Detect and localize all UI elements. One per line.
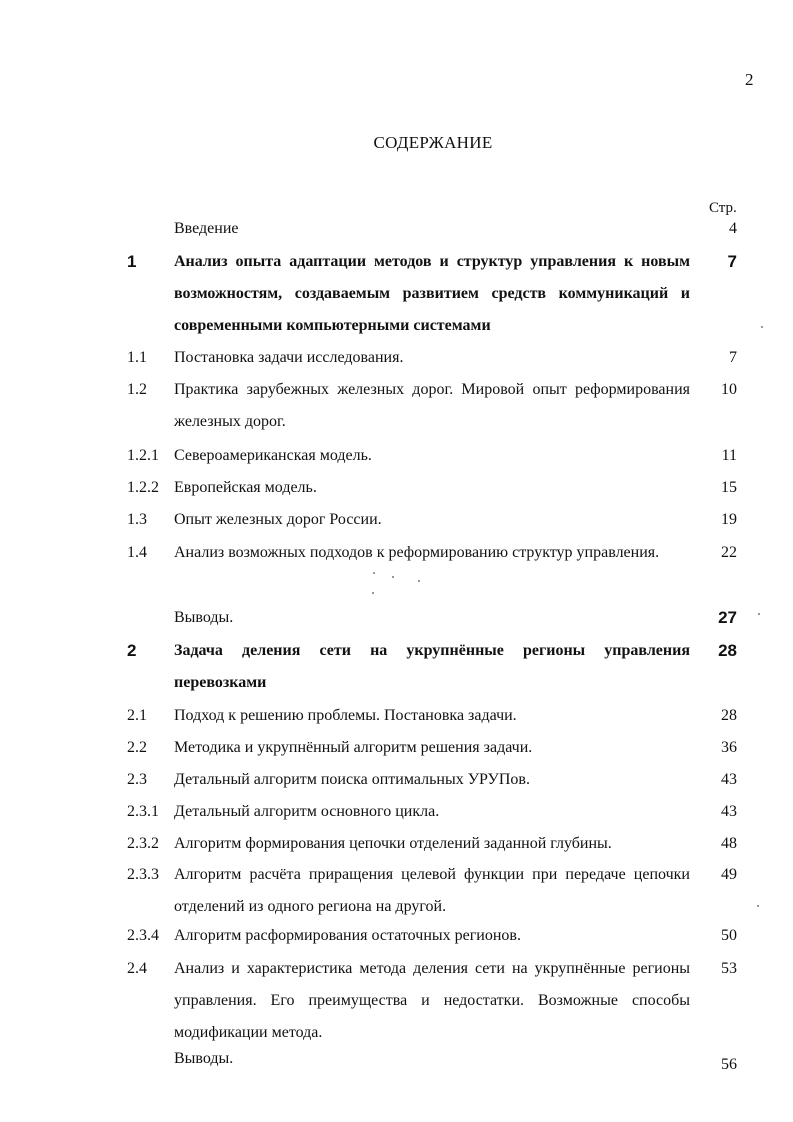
toc-entry-number: 1.2 — [127, 381, 147, 398]
toc-entry-title: Подход к решению проблемы. Постановка задачи. — [174, 707, 517, 724]
toc-entry-number: 2.2 — [127, 739, 147, 756]
toc-entry-page: 15 — [721, 479, 737, 496]
toc-entry-page: 11 — [721, 447, 737, 464]
toc-entry-title: Алгоритм расчёта приращения целевой функции при передаче цепочки отделений из одного региона на другой. — [174, 866, 690, 915]
toc-entry-number: 2.3.1 — [127, 803, 159, 820]
scan-speck — [761, 326, 763, 328]
toc-entry-title: Методика и укрупнённый алгоритм решения задачи. — [174, 739, 533, 756]
toc-entry-number: 2.3.3 — [127, 866, 159, 883]
toc-entry-title: Алгоритм формирования цепочки отделений заданной глубины. — [174, 835, 612, 852]
page-number: 2 — [745, 70, 754, 89]
toc-entry-title: Североамериканская модель. — [174, 447, 372, 464]
toc-entry-number: 2.4 — [127, 960, 147, 977]
toc-entry-title: Опыт железных дорог России. — [174, 511, 382, 528]
toc-entry-page: 22 — [721, 544, 737, 561]
toc-entry-page: 49 — [721, 866, 737, 883]
toc-entry-page: 7 — [729, 349, 737, 366]
toc-entry-title: Введение — [174, 220, 239, 237]
toc-entry-number: 2 — [127, 641, 137, 660]
toc-entry-page: 43 — [721, 771, 737, 788]
toc-entry-page: 27 — [718, 608, 737, 627]
toc-entry-number: 2.3.2 — [127, 835, 159, 852]
toc-entry-number: 2.1 — [127, 707, 147, 724]
toc-entry-page: 36 — [721, 739, 737, 756]
toc-entry-page: 48 — [721, 835, 737, 852]
toc-entry-title: Анализ опыта адаптации методов и структур управления к новым возможностям, создаваемым развитием средств коммуникаций и современными компьютерными системами — [174, 253, 690, 334]
scan-speck — [392, 576, 394, 578]
toc-entry-page: 56 — [721, 1056, 737, 1073]
toc-entry-page: 4 — [729, 220, 737, 237]
toc-entry-title: Европейская модель. — [174, 479, 317, 496]
page-column-label: Стр. — [709, 200, 737, 216]
toc-entry-page: 10 — [721, 381, 737, 398]
toc-entry-number: 1.4 — [127, 544, 147, 561]
toc-entry-number: 1 — [127, 252, 137, 271]
toc-entry-page: 43 — [721, 803, 737, 820]
toc-entry-number: 1.2.2 — [127, 479, 159, 496]
toc-entry-title: Выводы. — [174, 1050, 234, 1067]
toc-entry-title: Постановка задачи исследования. — [174, 349, 404, 366]
toc-entry-title: Детальный алгоритм поиска оптимальных УРУПов. — [174, 771, 530, 788]
toc-entry-title: Анализ и характеристика метода деления сети на укрупнённые регионы управления. Его преимущества и недостатки. Возможные способы модификации метода. — [174, 960, 690, 1041]
scan-speck — [418, 580, 420, 582]
toc-entry-number: 1.2.1 — [127, 447, 159, 464]
toc-entry-title: Выводы. — [174, 609, 234, 626]
toc-entry-number: 1.3 — [127, 511, 147, 528]
scan-speck — [372, 592, 374, 594]
toc-entry-title: Задача деления сети на укрупнённые регионы управления перевозками — [174, 642, 690, 691]
toc-entry-title: Детальный алгоритм основного цикла. — [174, 803, 440, 820]
toc-entry-title: Алгоритм расформирования остаточных регионов. — [174, 927, 521, 944]
scan-speck — [758, 613, 760, 615]
toc-entry-page: 50 — [721, 927, 737, 944]
toc-entry-number: 2.3 — [127, 771, 147, 788]
toc-entry-page: 28 — [721, 707, 737, 724]
toc-entry-number: 2.3.4 — [127, 927, 159, 944]
toc-entry-number: 1.1 — [127, 349, 147, 366]
toc-entry-page: 28 — [718, 641, 737, 660]
toc-entry-title: Анализ возможных подходов к реформированию структур управления. — [174, 544, 660, 561]
scan-speck — [757, 905, 759, 907]
page-title: СОДЕРЖАНИЕ — [373, 133, 493, 152]
toc-entry-page: 53 — [721, 960, 737, 977]
toc-entry-page: 7 — [727, 252, 737, 271]
toc-entry-page: 19 — [721, 511, 737, 528]
toc-entry-title: Практика зарубежных железных дорог. Мировой опыт реформирования железных дорог. — [174, 381, 690, 430]
scan-speck — [373, 572, 375, 574]
